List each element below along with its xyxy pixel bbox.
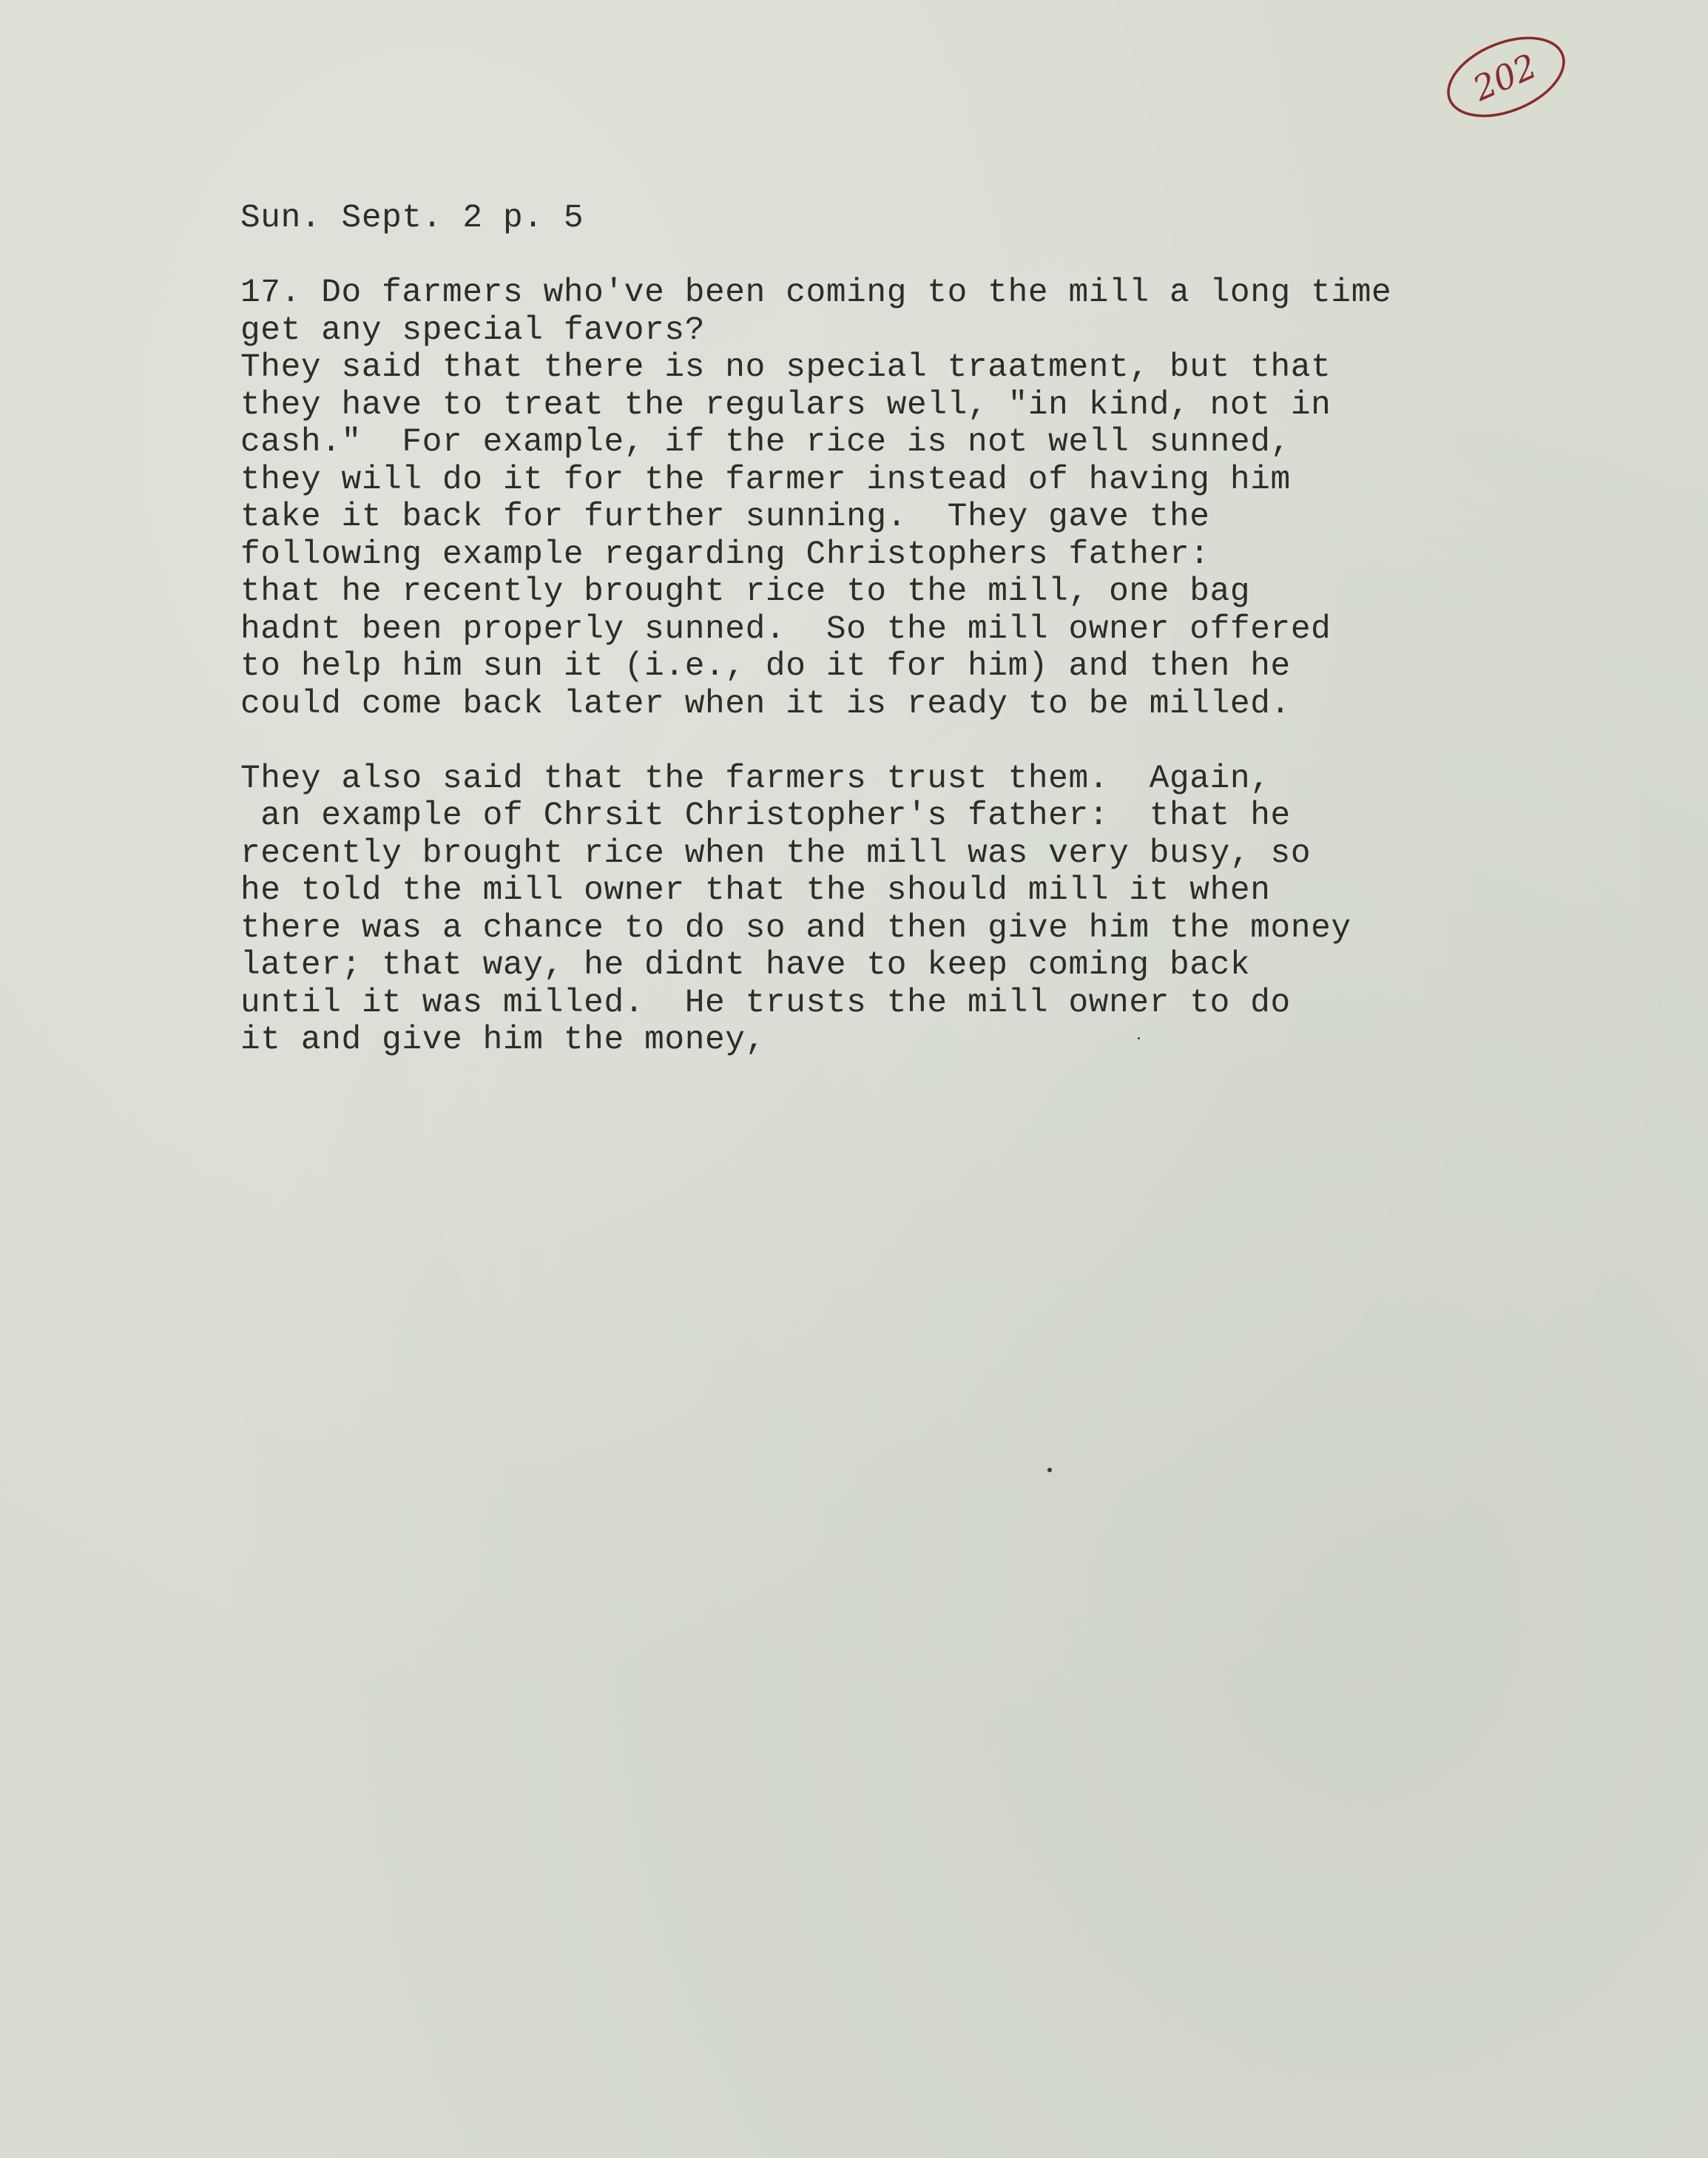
typed-text-body xyxy=(240,200,1542,1059)
paragraph-1 xyxy=(240,274,1542,723)
text-line: cash." For example, if the rice is not well sunned, xyxy=(240,424,1291,461)
text-line: that he recently brought rice to the mill, one bag xyxy=(240,573,1251,610)
text-line: hadnt been properly sunned. So the mill owner offered xyxy=(240,610,1331,648)
text-line: get any special favors? xyxy=(240,311,705,349)
text-line: recently brought rice when the mill was very busy, so xyxy=(240,834,1312,872)
text-line: an example of Chrsit Christopher's father: that he xyxy=(240,798,1291,834)
handwritten-page-number-stamp xyxy=(1441,28,1571,123)
text-line: They also said that the farmers trust them. Again, xyxy=(240,760,1271,798)
text-line: could come back later when it is ready to be milled. xyxy=(240,685,1291,723)
ink-speck xyxy=(1047,1468,1052,1472)
text-line: take it back for further sunning. They gave the xyxy=(240,499,1210,536)
text-line: 17. Do farmers who've been coming to the mill a long time xyxy=(240,274,1392,311)
paragraph-2 xyxy=(240,761,1542,1059)
header-line: Sun. Sept. 2 p. 5 xyxy=(240,200,584,237)
text-line: to help him sun it (i.e., do it for him) and then he xyxy=(240,648,1291,685)
page-number-text: 202 xyxy=(1467,45,1543,109)
text-line: until it was milled. He trusts the mill owner to do xyxy=(240,984,1291,1022)
text-line: later; that way, he didnt have to keep coming back xyxy=(240,947,1251,984)
text-line: they will do it for the farmer instead of having him xyxy=(240,461,1291,499)
text-line: he told the mill owner that the should mill it when xyxy=(240,872,1271,909)
text-line: it and give him the money, xyxy=(240,1022,766,1059)
text-line: They said that there is no special traatment, but that xyxy=(240,349,1331,386)
blank-line xyxy=(240,237,1542,275)
blank-line xyxy=(240,723,1542,761)
ink-speck xyxy=(1138,1037,1140,1039)
text-line: they have to treat the regulars well, "in kind, not in xyxy=(240,386,1331,424)
text-line: there was a chance to do so and then give him the money xyxy=(240,909,1351,947)
text-line: following example regarding Christophers father: xyxy=(240,536,1210,573)
